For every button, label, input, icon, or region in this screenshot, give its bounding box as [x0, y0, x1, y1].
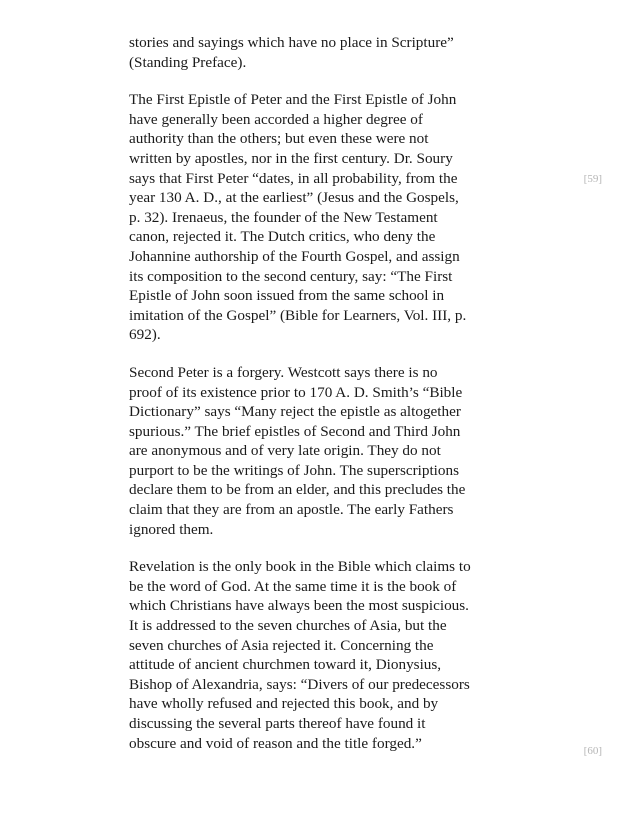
text-line: canon, rejected it. The Dutch critics, who deny the: [129, 228, 436, 246]
text-line: purport to be the writings of John. The superscriptions: [129, 461, 460, 479]
text-line: which Christians have always been the most suspicious.: [129, 597, 469, 615]
paragraph-first-epistles: [129, 90, 514, 345]
text-line: declare them to be from an elder, and this precludes the: [129, 481, 466, 499]
page-number-marker: [60]: [583, 745, 602, 757]
text-line: written by apostles, nor in the first century. Dr. Soury: [129, 149, 453, 167]
text-line: The First Epistle of Peter and the First Epistle of John: [129, 91, 457, 109]
text-line: imitation of the Gospel” (Bible for Learners, Vol. III, p.: [129, 306, 467, 324]
paragraph-standing-preface: [129, 33, 514, 72]
text-line: Johannine authorship of the Fourth Gospel, and assign: [129, 247, 460, 265]
text-line: claim that they are from an apostle. The early Fathers: [129, 501, 454, 519]
text-line: have wholly refused and rejected this book, and by: [129, 695, 439, 713]
text-line: Epistle of John soon issued from the same school in: [129, 287, 445, 305]
text-line: proof of its existence prior to 170 A. D. Smith’s “Bible: [129, 383, 463, 401]
text-line: Revelation is the only book in the Bible which claims to: [129, 558, 471, 576]
text-line: its composition to the second century, say: “The First: [129, 267, 453, 285]
text-line: are anonymous and of very late origin. They do not: [129, 442, 441, 460]
text-line: attitude of ancient churchmen toward it, Dionysius,: [129, 656, 442, 674]
text-line: seven churches of Asia rejected it. Concerning the: [129, 636, 434, 654]
paragraph-second-peter: [129, 363, 514, 539]
text-line: authority than the others; but even these were not: [129, 130, 429, 148]
text-line: It is addressed to the seven churches of Asia, but the: [129, 617, 447, 635]
paragraph-revelation: [129, 557, 514, 753]
text-line: year 130 A. D., at the earliest” (Jesus and the Gospels,: [129, 189, 459, 207]
page-number-marker: [59]: [583, 173, 602, 185]
text-line: 692).: [129, 326, 161, 344]
text-line: stories and sayings which have no place in Scripture”: [129, 34, 454, 51]
text-line: ignored them.: [129, 520, 214, 538]
text-line: spurious.” The brief epistles of Second and Third John: [129, 422, 461, 440]
text-line: Bishop of Alexandria, says: “Divers of our predecessors: [129, 675, 470, 693]
text-line: discussing the several parts thereof have found it: [129, 715, 426, 732]
text-line: have generally been accorded a higher degree of: [129, 110, 423, 128]
text-line: be the word of God. At the same time it is the book of: [129, 577, 457, 595]
text-line: p. 32). Irenaeus, the founder of the New Testament: [129, 208, 438, 226]
document-body: [129, 33, 514, 771]
text-line: (Standing Preface).: [129, 53, 247, 71]
text-line: obscure and void of reason and the title forged.”: [129, 734, 422, 752]
text-line: Dictionary” says “Many reject the epistle as altogether: [129, 403, 461, 421]
text-line: says that First Peter “dates, in all probability, from the: [129, 169, 458, 187]
text-line: Second Peter is a forgery. Westcott says there is no: [129, 363, 438, 381]
